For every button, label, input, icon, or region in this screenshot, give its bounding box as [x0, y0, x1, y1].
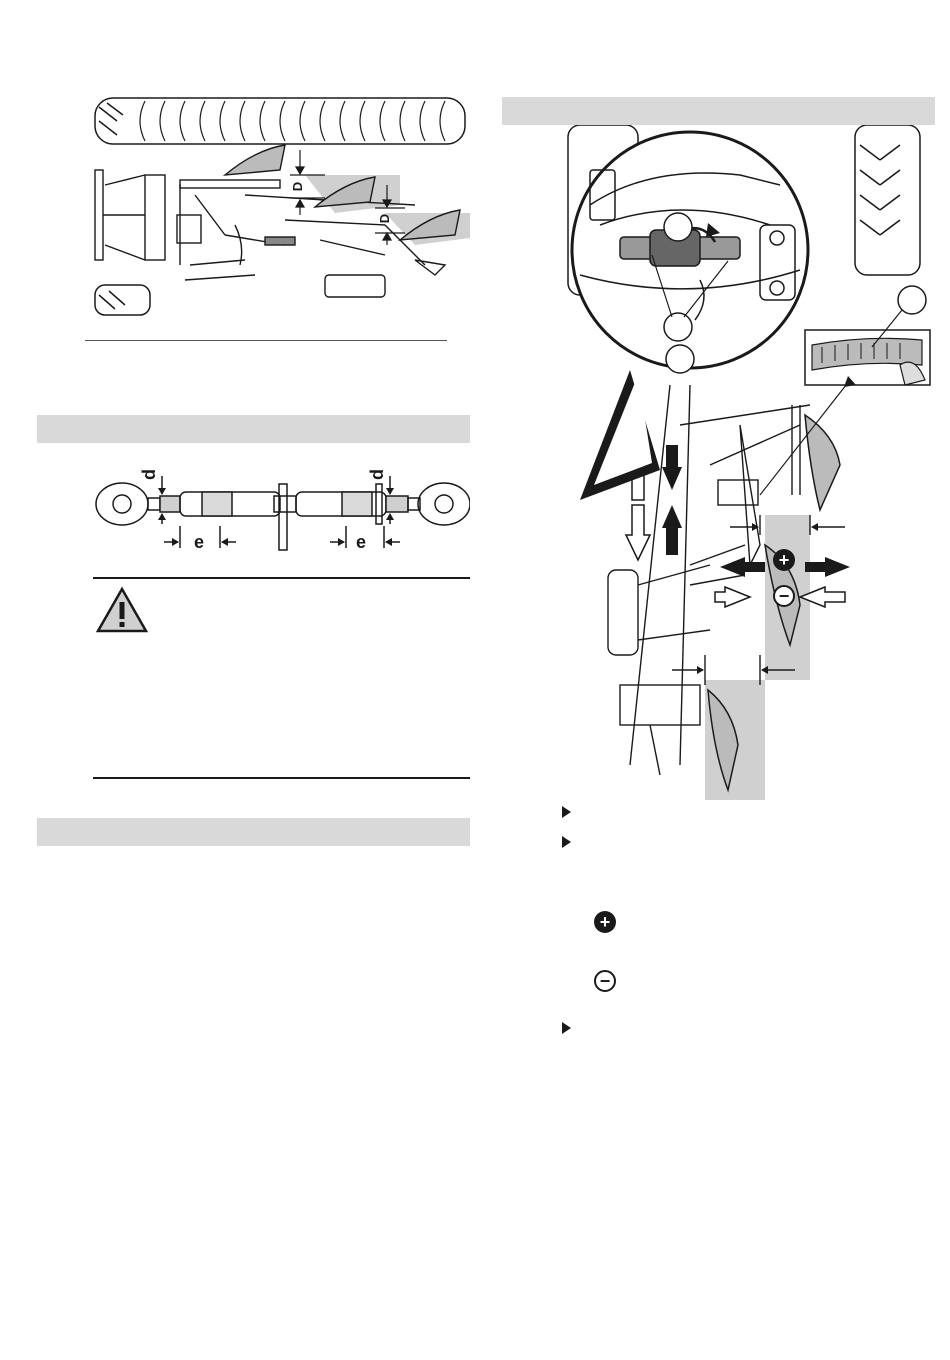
figure-plough-depth [85, 95, 475, 320]
figure-minus-icon: − [773, 585, 795, 607]
label-d-left: d [139, 469, 159, 480]
plough-depth-drawing [85, 95, 475, 320]
figure-divider [85, 340, 447, 341]
label-e-left: e [194, 532, 205, 552]
label-e-right: e [356, 532, 367, 552]
section-header-bar-3 [502, 97, 935, 125]
section-header-bar-1 [37, 415, 470, 443]
section-header-bar-2 [37, 818, 470, 846]
warning-top-rule [93, 577, 470, 579]
plus-circle-icon: + [594, 911, 616, 933]
minus-circle-icon: − [594, 970, 616, 992]
label-d-right: d [367, 469, 387, 480]
triangle-bullet-icon [562, 836, 571, 848]
figure-plus-icon: + [773, 549, 795, 571]
depth-label-2: D [377, 213, 393, 224]
figure-adjustment [560, 125, 935, 800]
triangle-bullet-icon [562, 806, 571, 818]
warning-triangle-icon [95, 586, 149, 634]
warning-bottom-rule [93, 777, 470, 779]
figure-top-link [92, 462, 470, 552]
triangle-bullet-icon [562, 1022, 571, 1034]
adjustment-drawing [560, 125, 935, 800]
depth-label-1: D [290, 181, 306, 192]
